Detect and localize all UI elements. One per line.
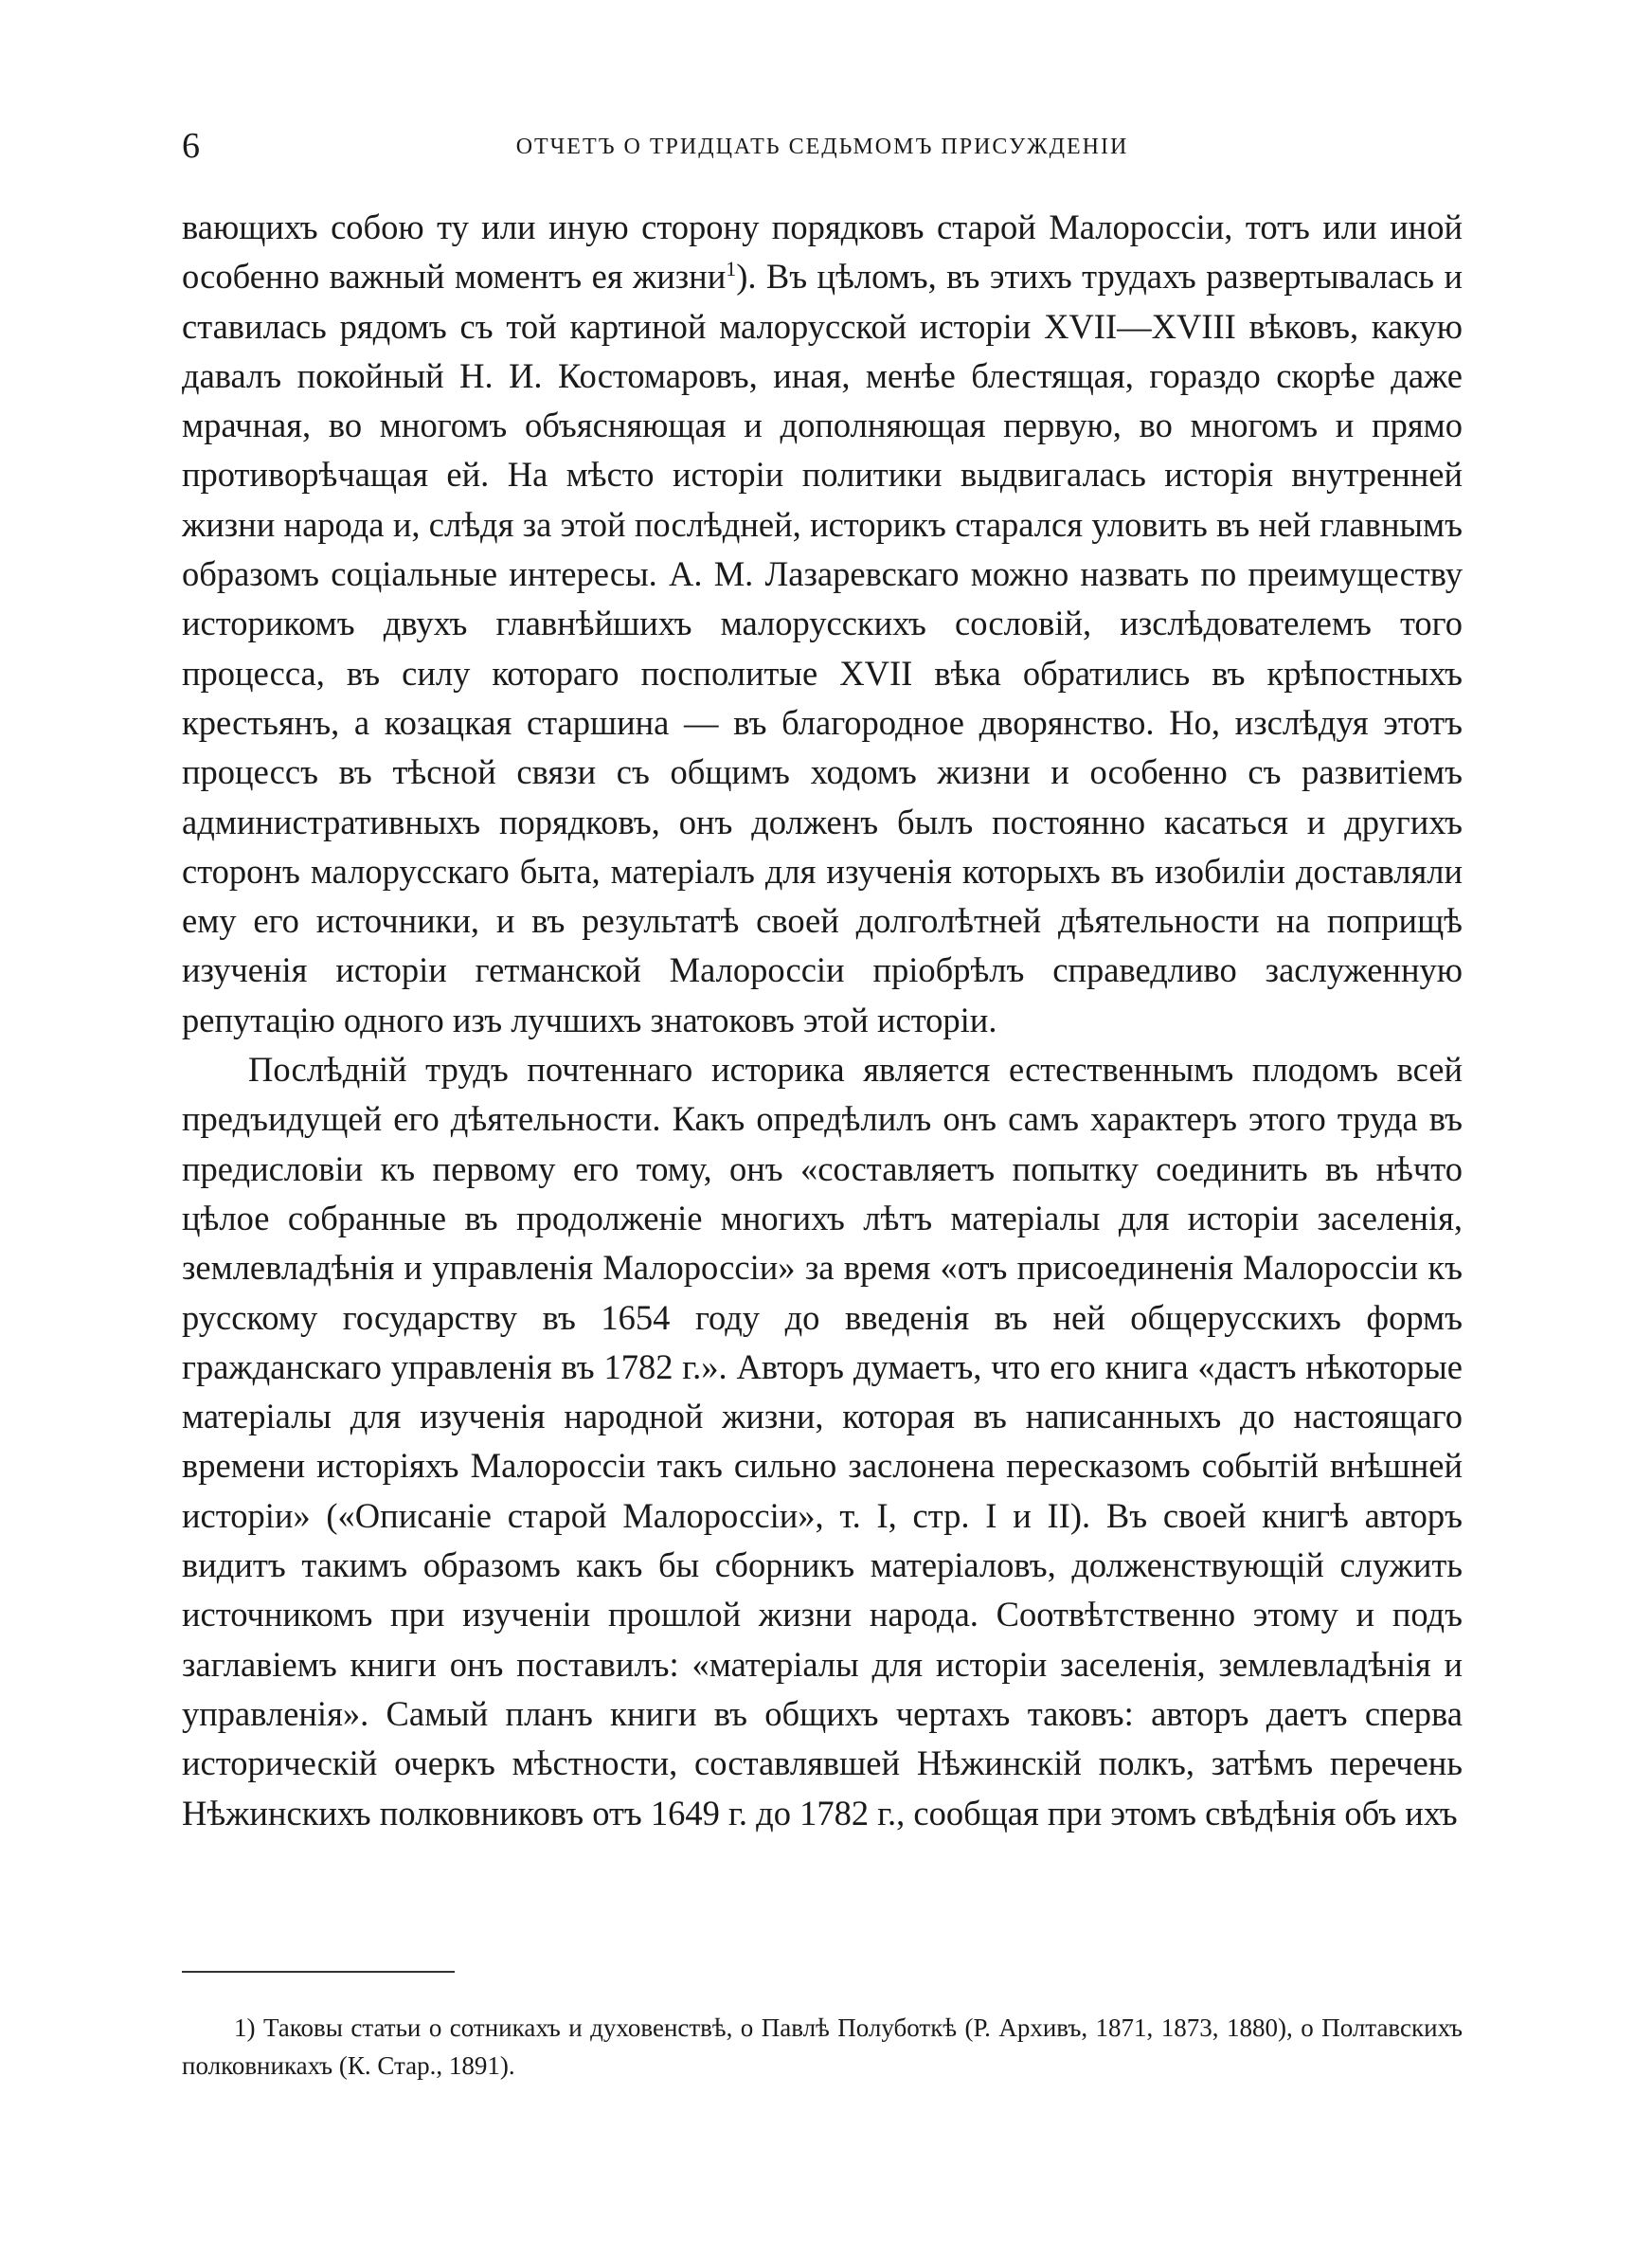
footnote-divider — [182, 1971, 455, 1973]
paragraph-1 — [182, 203, 1463, 1045]
paragraph-2: Послѣдній трудъ почтеннаго историка является естественнымъ плодомъ всей предъидущей его дѣятельности. Какъ опредѣлилъ онъ самъ характеръ этого труда въ предисловіи къ первому его тому, онъ «составляетъ попытку соединить въ нѣчто цѣлое собранные въ продолженіе многихъ лѣтъ матеріалы для исторіи заселенія, землевладѣнія и управленія Малороссіи» за время «отъ присоединенія Малороссіи къ русскому государству въ 1654 году до введенія въ ней общерусскихъ формъ гражданскаго управленія въ 1782 г.». Авторъ думаетъ, что его книга «дастъ нѣкоторые матеріалы для изученія народной жизни, которая въ написанныхъ до настоящаго времени исторіяхъ Малороссіи такъ сильно заслонена пересказомъ событій внѣшней исторіи» («Описаніе старой Малороссіи», т. I, стр. I и II). Въ своей книгѣ авторъ видитъ такимъ образомъ какъ бы сборникъ матеріаловъ, долженствующій служить источникомъ при изученіи прошлой жизни народа. Соотвѣтственно этому и подъ заглавіемъ книги онъ поставилъ: «матеріалы для исторіи заселенія, землевладѣнія и управленія». Самый планъ книги въ общихъ чертахъ таковъ: авторъ даетъ сперва историческій очеркъ мѣстности, составлявшей Нѣжинскій полкъ, затѣмъ перечень Нѣжинскихъ полковниковъ отъ 1649 г. до 1782 г., сообщая при этомъ свѣдѣнія объ ихъ — [182, 1050, 1463, 1833]
running-head: ОТЧЕТЪ О ТРИДЦАТЬ СЕДЬМОМЪ ПРИСУЖДЕНІИ — [515, 135, 1129, 159]
paragraph-1-text-end: ). Въ цѣломъ, въ этихъ трудахъ развертывалась и ставилась рядомъ съ той картиной малорусской исторіи XVII—XVIII вѣковъ, какую давалъ покойный Н. И. Костомаровъ, иная, менѣе блестящая, гораздо скорѣе даже мрачная, во многомъ объясняющая и дополняющая первую, во многомъ и прямо противорѣчащая ей. На мѣсто исторіи политики выдвигалась исторія внутренней жизни народа и, слѣдя за этой послѣдней, историкъ старался уловить въ ней главнымъ образомъ соціальные интересы. А. М. Лазаревскаго можно назвать по преимуществу историкомъ двухъ главнѣйшихъ малорусскихъ сословій, изслѣдователемъ того процесса, въ силу котораго посполитые XVII вѣка обратились въ крѣпостныхъ крестьянъ, а козацкая старшина — въ благородное дворянство. Но, изслѣдуя этотъ процессъ въ тѣсной связи съ общимъ ходомъ жизни и особенно съ развитіемъ административныхъ порядковъ, онъ долженъ былъ постоянно касаться и другихъ сторонъ малорусскаго быта, матеріалъ для изученія которыхъ въ изобиліи доставляли ему его источники, и въ результатѣ своей долголѣтней дѣятельности на поприщѣ изученія исторіи гетманской Малороссіи пріобрѣлъ справедливо заслуженную репутацію одного изъ лучшихъ знатоковъ этой исторіи. — [182, 257, 1463, 1039]
footnote-1: 1) Таковы статьи о сотникахъ и духовенствѣ, о Павлѣ Полуботкѣ (Р. Архивъ, 1871, 1873, 1880), о Полтавскихъ полковникахъ (К. Стар., 1891). — [182, 2013, 1463, 2080]
footnote-marker: 1 — [726, 257, 737, 281]
paragraph-1-text-start: вающихъ собою ту или иную сторону порядковъ старой Малороссіи, тотъ или иной особенно важный моментъ ея жизни — [182, 208, 1463, 297]
footnotes — [182, 2009, 1463, 2085]
body-text — [182, 203, 1463, 1838]
page-header — [182, 125, 1463, 172]
page-number: 6 — [182, 126, 200, 166]
